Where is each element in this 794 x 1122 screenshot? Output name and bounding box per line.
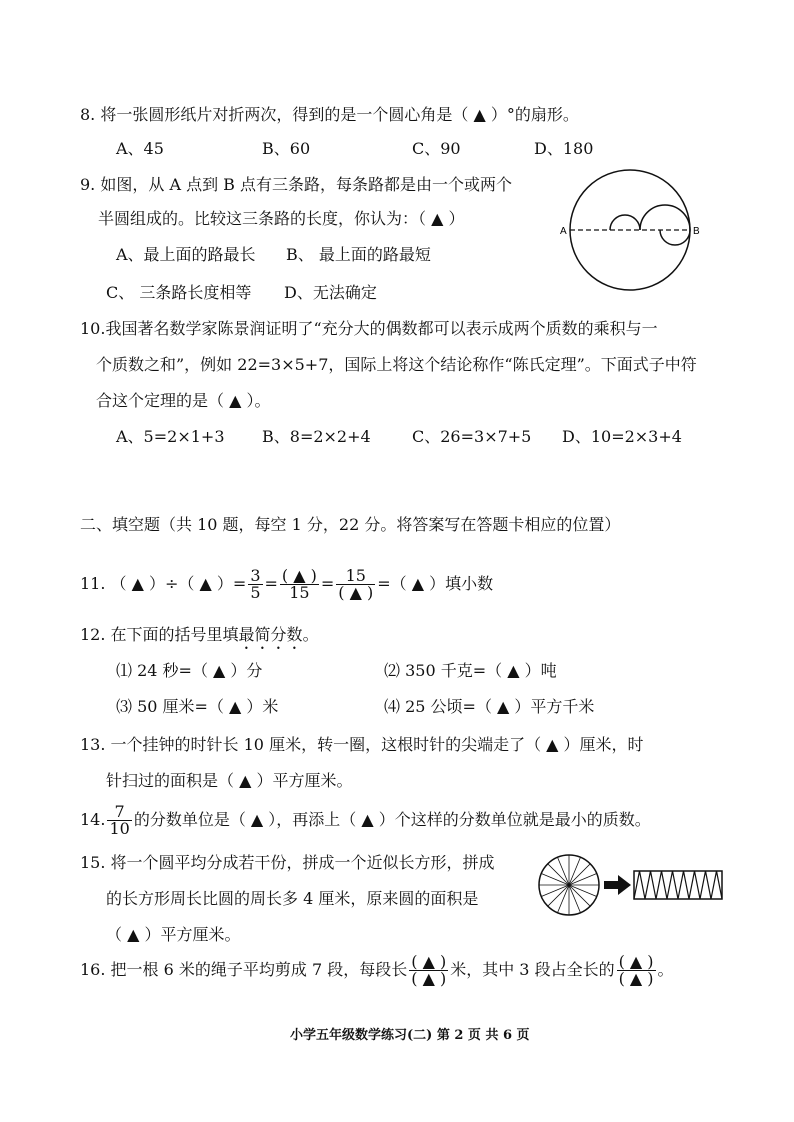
q9-option-a: A、最上面的路最长	[116, 245, 256, 264]
q11-prefix: 11. （ ▲ ）÷（ ▲ ）=	[80, 574, 247, 593]
q12-item-4: ⑷ 25 公顷=（ ▲ ）平方千米	[384, 697, 595, 716]
q12-item-2: ⑵ 350 千克=（ ▲ ）吨	[384, 661, 557, 680]
bottom-large-semicircle	[570, 230, 690, 290]
q10-line3: 合这个定理的是（ ▲ ）。	[96, 391, 271, 410]
fraction-numerator: 15	[336, 568, 375, 585]
q15-line2: 的长方形周长比圆的周长多 4 厘米，原来圆的面积是	[106, 889, 479, 908]
q11-fraction-3	[336, 568, 375, 601]
q14-line	[80, 802, 651, 838]
q8-option-c: C、90	[412, 139, 461, 158]
q11-line	[80, 566, 493, 602]
q12-stem-pre: 12. 在下面的括号里填	[80, 625, 239, 644]
q12-stem-post: 。	[302, 625, 319, 644]
q8-option-d: D、180	[534, 139, 594, 158]
q9-line2: 半圆组成的。比较这三条路的长度，你认为：（ ▲ ）	[98, 209, 465, 228]
q10-line1: 10.我国著名数学家陈景润证明了“充分大的偶数都可以表示成两个质数的乘积与一	[80, 319, 658, 338]
q8-option-a: A、45	[116, 139, 164, 158]
q10-option-b: B、8=2×2+4	[262, 427, 371, 446]
divided-circle	[539, 855, 599, 915]
q10-option-c: C、26=3×7+5	[412, 427, 532, 446]
fraction-numerator: ( ▲ )	[411, 952, 447, 971]
q8-option-b: B、60	[262, 139, 311, 158]
q11-equals-2: =	[320, 574, 335, 593]
q10-option-d: D、10=2×3+4	[562, 427, 682, 446]
fraction-denominator: ( ▲ )	[338, 583, 374, 602]
q12-item-3: ⑶ 50 厘米=（ ▲ ）米	[116, 697, 279, 716]
q11-suffix: =（ ▲ ）填小数	[377, 574, 494, 593]
fraction-denominator: 5	[250, 583, 261, 602]
q14-text: 的分数单位是（ ▲ ），再添上（ ▲ ）个这样的分数单位就是最小的质数。	[133, 810, 651, 829]
fraction-denominator: ( ▲ )	[618, 969, 654, 988]
q15-line1: 15. 将一个圆平均分成若干份，拼成一个近似长方形，拼成	[80, 853, 495, 872]
q15-line3: （ ▲ ）平方厘米。	[106, 925, 241, 944]
fraction-denominator: 15	[289, 583, 310, 602]
section-heading: 二、填空题（共 10 题，每空 1 分，22 分。将答案写在答题卡相应的位置）	[80, 515, 621, 534]
q12-stem-emphasis: 最简分数	[238, 625, 303, 644]
q16-line	[80, 952, 674, 988]
q9-option-c: C、 三条路长度相等	[106, 283, 252, 302]
label-a: A	[560, 226, 567, 237]
q10-option-a: A、5=2×1+3	[116, 427, 225, 446]
q8-stem: 8. 将一张圆形纸片对折两次，得到的是一个圆心角是（ ▲ ）°的扇形。	[80, 105, 579, 124]
q16-pre: 16. 把一根 6 米的绳子平均剪成 7 段，每段长	[80, 960, 408, 979]
q9-line1: 9. 如图，从 A 点到 B 点有三条路，每条路都是由一个或两个	[80, 175, 513, 194]
fraction-numerator: ( ▲ )	[281, 566, 317, 585]
q9-option-d: D、无法确定	[284, 283, 377, 302]
q12-item-1: ⑴ 24 秒=（ ▲ ）分	[116, 661, 263, 680]
fraction-denominator: ( ▲ )	[411, 969, 447, 988]
page-footer: 小学五年级数学练习(二) 第 2 页 共 6 页	[290, 1028, 530, 1043]
small-right-semicircle	[640, 205, 690, 230]
three-paths-figure	[560, 170, 700, 280]
right-arrow-icon	[604, 875, 631, 895]
q11-fraction-1	[248, 568, 262, 601]
q11-equals-1: =	[264, 574, 278, 593]
fraction-numerator: ( ▲ )	[618, 952, 654, 971]
q12-stem	[80, 624, 319, 653]
small-bottom-semicircle	[660, 230, 690, 245]
q11-fraction-2	[280, 568, 319, 601]
fraction-numerator: 3	[250, 566, 261, 585]
q16-mid: 米，其中 3 段占全长的	[450, 960, 615, 979]
q16-post: 。	[657, 960, 674, 979]
q10-line2: 个质数之和”，例如 22=3×5+7，国际上将这个结论称作“陈氏定理”。下面式子中符	[96, 355, 697, 374]
q14-fraction	[107, 804, 131, 837]
q13-line1: 13. 一个挂钟的时针长 10 厘米，转一圈，这根时针的尖端走了（ ▲ ）厘米，时	[80, 735, 644, 754]
approximate-rectangle	[634, 871, 722, 899]
fraction-numerator: 7	[107, 804, 131, 821]
q16-fraction-1	[409, 954, 448, 987]
q9-option-b: B、 最上面的路最短	[286, 245, 431, 264]
circle-to-rectangle-figure	[536, 850, 726, 920]
q13-line2: 针扫过的面积是（ ▲ ）平方厘米。	[106, 771, 353, 790]
label-b: B	[693, 226, 700, 237]
q14-prefix: 14.	[80, 810, 106, 829]
q16-fraction-2	[617, 954, 656, 987]
fraction-denominator: 10	[109, 819, 130, 838]
